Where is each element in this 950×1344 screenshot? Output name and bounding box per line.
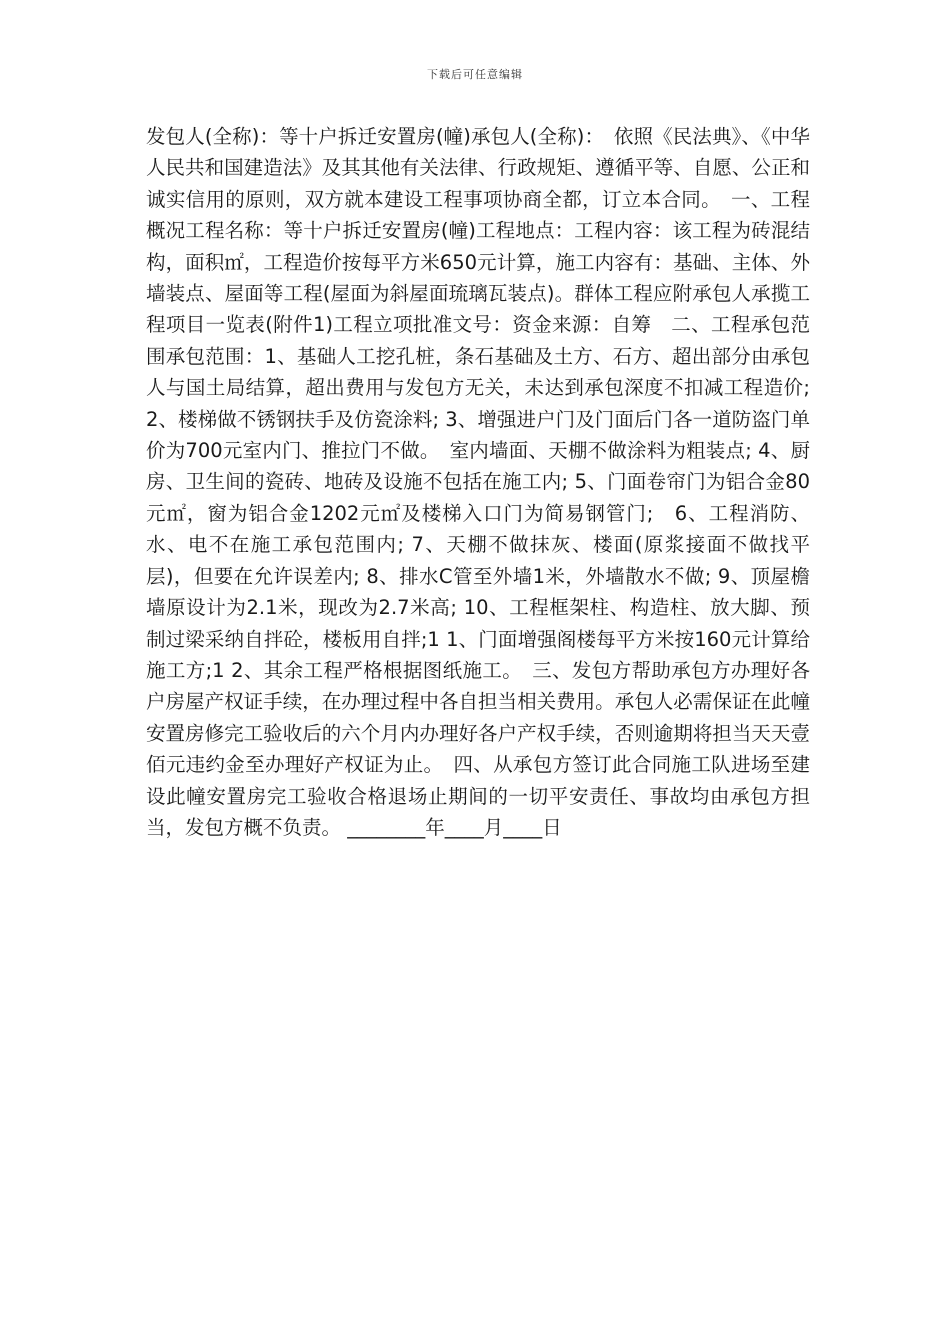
contract-body-text: 发包人(全称)：等十户拆迁安置房(幢)承包人(全称)： 依照《民法典》、《中华人民共和国建造法》及其其他有关法律、行政规矩、遵循平等、自愿、公正和诚实信用的原则，双方就本建设工程事项协商全都，订立本合同。 一、工程概况工程名称：等十户拆迁安置房(幢)工程地点：工程内容：该工程为砖混结构，面积㎡，工程造价按每平方米650元计算，施工内容有：基础、主体、外墙装点、屋面等工程(屋面为斜屋面琉璃瓦装点)。群体工程应附承包人承揽工程项目一览表(附件1)工程立项批准文号：资金来源：自筹 二、工程承包范围承包范围：1、基础人工挖孔桩，条石基础及土方、石方、超出部分由承包人与国土局结算，超出费用与发包方无关，未达到承包深度不扣减工程造价; 2、楼梯做不锈钢扶手及仿瓷涂料; 3、增强进户门及门面后门各一道防盗门单价为700元室内门、推拉门不做。 室内墙面、天棚不做涂料为粗装点; 4、厨房、卫生间的瓷砖、地砖及设施不包括在施工内; 5、门面卷帘门为铝合金80元㎡，窗为铝合金1202元㎡及楼梯入口门为简易钢管门; 6、工程消防、水、电不在施工承包范围内; 7、天棚不做抹灰、楼面(原浆接面不做找平层)，但要在允许误差内; 8、排水C管至外墙1米，外墙散水不做; 9、顶屋檐墙原设计为2.1米，现改为2.7米高; 10、工程框架柱、构造柱、放大脚、预制过梁采纳自拌砼，楼板用自拌;1 1、门面增强阁楼每平方米按160元计算给施工方;1 2、其余工程严格根据图纸施工。 三、发包方帮助承包方办理好各户房屋产权证手续，在办理过程中各自担当相关费用。承包人必需保证在此幢安置房修完工验收后的六个月内办理好各户产权手续，否则逾期将担当天天壹佰元违约金至办理好产权证为止。 四、从承包方签订此合同施工队进场至建设此幢安置房完工验收合格退场止期间的一切平安责任、事故均由承包方担当，发包方概不负责。 ________年____月____日 [146, 125, 810, 839]
page-header: 下载后可任意编辑 [427, 68, 523, 81]
